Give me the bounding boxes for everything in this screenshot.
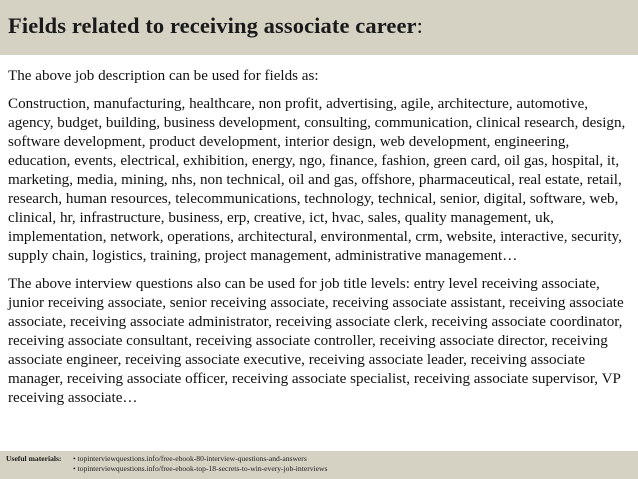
fields-paragraph: Construction, manufacturing, healthcare, non profit, advertising, agile, architecture, automotive, agency, budget, building, business development, consulting, communication, clinical research, design, software development, product development, interior design, web development, engineering, education, events, electrical, exhibition, energy, ngo, finance, fashion, green card, oil gas, hospital, it, marketing, media, mining, nhs, non technical, oil and gas, offshore, pharmaceutical, real estate, retail, research, human resources, telecommunications, technology, technical, senior, digital, software, web, clinical, hr, infrastructure, business, erp, creative, ict, hvac, sales, quality management, uk, implementation, network, operations, architectural, environmental, crm, website, interactive, security, supply chain, logistics, training, project management, administrative management… — [8, 96, 626, 264]
footer-bar — [0, 451, 638, 479]
footer-label: Useful materials: — [6, 454, 62, 463]
slide-content — [8, 67, 634, 408]
slide-title — [8, 13, 423, 38]
intro-paragraph: The above job description can be used for fields as: — [8, 68, 319, 84]
job-levels-paragraph: The above interview questions also can be used for job title levels: entry level receiving associate, junior receiving associate, senior receiving associate, receiving associate assistant, receiving associate associate, receiving associate administrator, receiving associate clerk, receiving associate coordinator, receiving associate consultant, receiving associate controller, receiving associate director, receiving associate engineer, receiving associate executive, receiving associate leader, receiving associate manager, receiving associate officer, receiving associate specialist, receiving associate supervisor, VP receiving associate… — [8, 276, 624, 406]
footer-row-1 — [6, 454, 638, 464]
slide-title-text: Fields related to receiving associate career — [8, 13, 417, 38]
title-bar — [0, 0, 638, 55]
footer-link-2[interactable]: • topinterviewquestions.info/free-ebook-top-18-secrets-to-win-every-job-interviews — [73, 464, 328, 473]
footer-row-2 — [6, 464, 638, 474]
slide-title-colon: : — [416, 13, 424, 38]
footer-link-1[interactable]: • topinterviewquestions.info/free-ebook-80-interview-questions-and-answers — [73, 454, 307, 463]
